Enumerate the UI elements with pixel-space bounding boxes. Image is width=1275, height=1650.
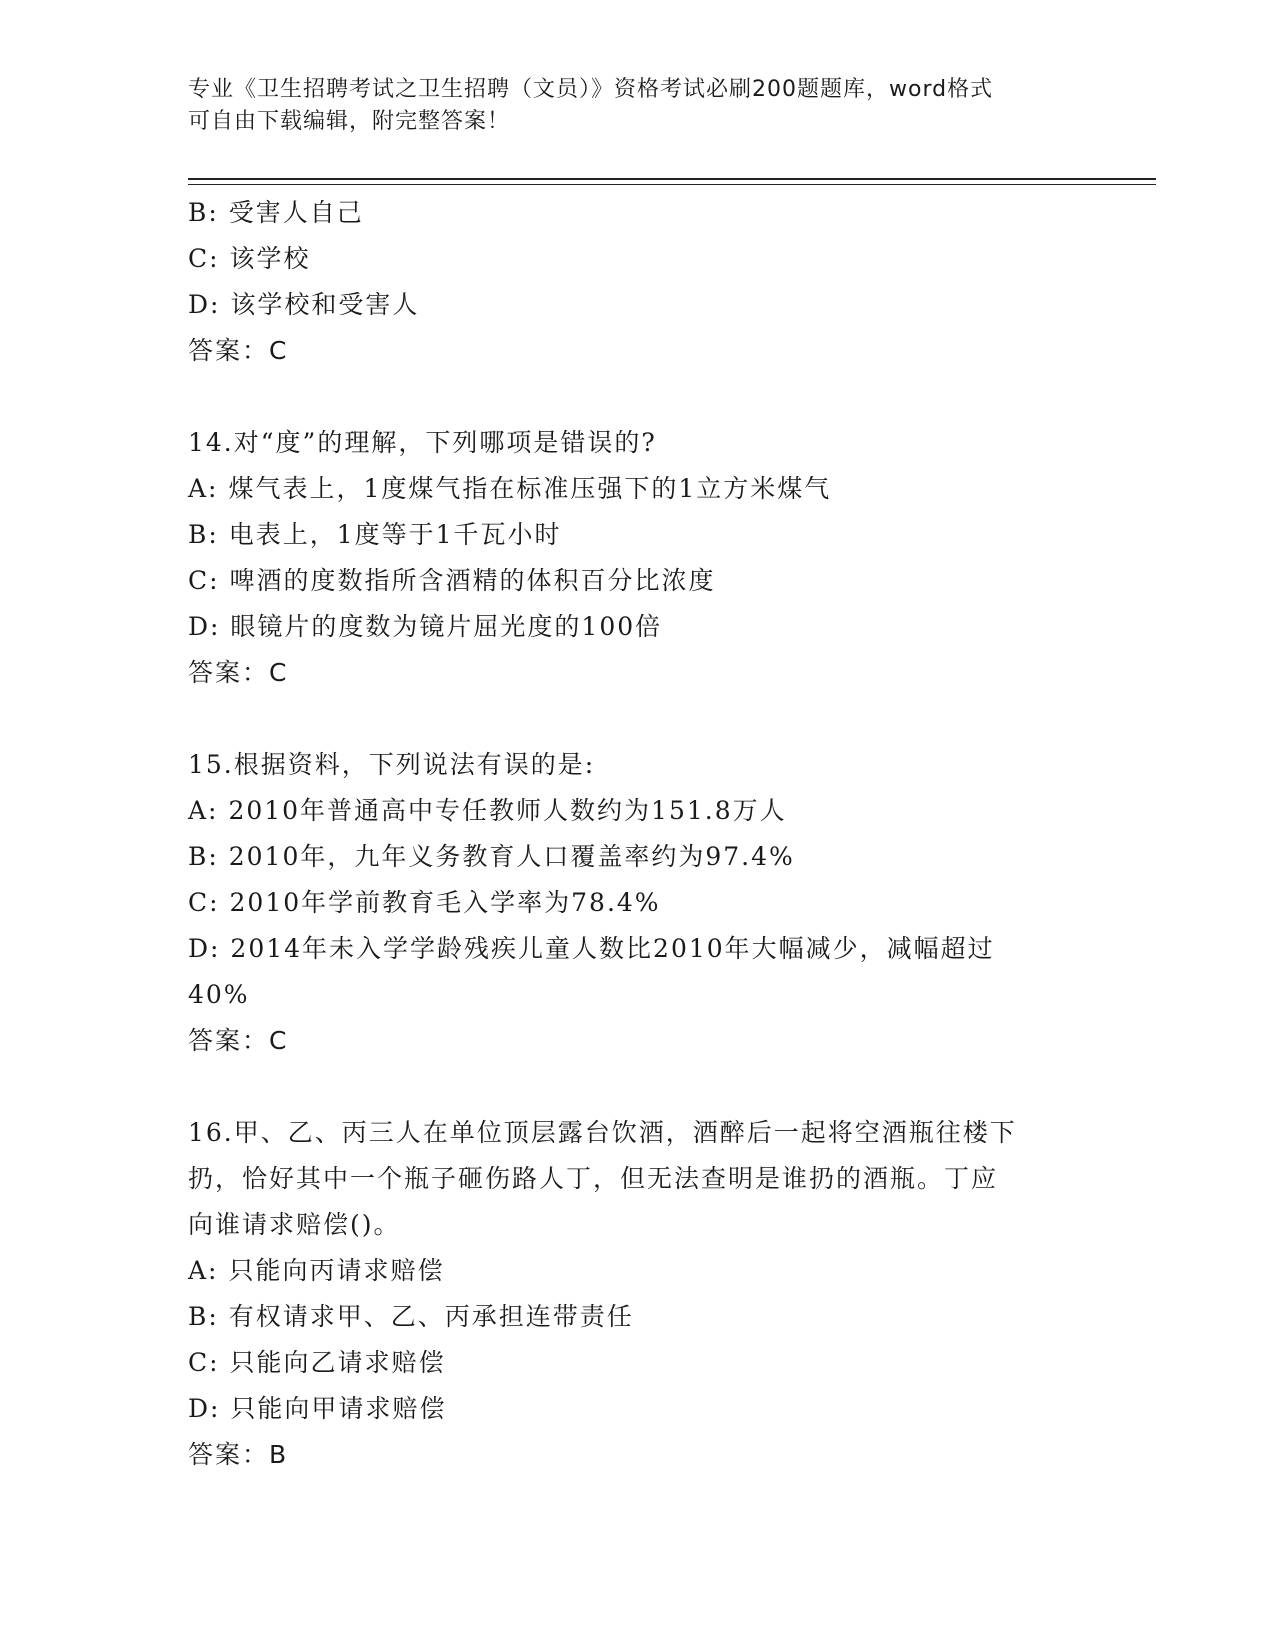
header-line-2: 可自由下载编辑，附完整答案！ (188, 109, 511, 134)
answer-line (188, 1018, 1088, 1064)
option-key: C: (188, 1348, 220, 1377)
option-key: C: (188, 888, 220, 917)
answer-label: 答案： (188, 1026, 270, 1055)
spacer (188, 1064, 1088, 1110)
option-d (188, 1386, 1088, 1432)
option-c (188, 1340, 1088, 1386)
option-text: 只能向乙请求赔偿 (229, 1348, 446, 1377)
option-a (188, 1248, 1088, 1294)
answer-value: B (269, 1440, 289, 1469)
option-key: C: (188, 244, 220, 273)
answer-label: 答案： (188, 658, 270, 687)
answer-line (188, 650, 1088, 696)
option-key: B: (188, 1302, 219, 1331)
answer-label: 答案： (188, 336, 270, 365)
option-d-continuation: 40% (188, 980, 250, 1009)
option-text: 煤气表上，1度煤气指在标准压强下的1立方米煤气 (228, 474, 832, 503)
option-key: B: (188, 520, 219, 549)
question-text: 对“度”的理解，下列哪项是错误的? (233, 428, 657, 457)
question-text-line-3: 向谁请求赔偿()。 (188, 1210, 401, 1239)
header-divider-thin (188, 184, 1156, 185)
option-key: D: (188, 290, 221, 319)
option-text: 2014年未入学学龄残疾儿童人数比2010年大幅减少，减幅超过 (230, 934, 995, 963)
option-b (188, 190, 1088, 236)
question-14 (188, 420, 1088, 696)
option-key: A: (188, 1256, 219, 1285)
option-b (188, 512, 1088, 558)
option-key: B: (188, 842, 219, 871)
option-text: 2010年学前教育毛入学率为78.4% (229, 888, 661, 917)
spacer (188, 374, 1088, 420)
document-header (188, 74, 1078, 138)
option-text: 只能向丙请求赔偿 (228, 1256, 445, 1285)
option-text: 受害人自己 (228, 198, 364, 227)
answer-line (188, 328, 1088, 374)
option-text: 该学校和受害人 (230, 290, 420, 319)
option-b (188, 1294, 1088, 1340)
question-13-continuation (188, 190, 1088, 374)
header-line-1: 专业《卫生招聘考试之卫生招聘（文员）》资格考试必刷200题题库，word格式 (188, 77, 994, 102)
answer-value: C (269, 1026, 289, 1055)
question-16 (188, 1110, 1088, 1478)
option-text: 该学校 (229, 244, 311, 273)
question-stem (188, 420, 1088, 466)
option-text: 2010年，九年义务教育人口覆盖率约为97.4% (228, 842, 795, 871)
question-text: 甲、乙、丙三人在单位顶层露台饮酒，酒醉后一起将空酒瓶往楼下 (233, 1118, 1017, 1147)
option-text: 2010年普通高中专任教师人数约为151.8万人 (228, 796, 787, 825)
option-text: 啤酒的度数指所含酒精的体积百分比浓度 (229, 566, 716, 595)
question-number: 14. (188, 428, 234, 457)
option-key: B: (188, 198, 219, 227)
option-d (188, 282, 1088, 328)
question-number: 15. (188, 750, 234, 779)
option-text: 有权请求甲、乙、丙承担连带责任 (228, 1302, 634, 1331)
question-text: 根据资料，下列说法有误的是: (233, 750, 596, 779)
option-a (188, 788, 1088, 834)
answer-value: C (269, 336, 289, 365)
option-text: 眼镜片的度数为镜片屈光度的100倍 (230, 612, 663, 641)
answer-label: 答案： (188, 1440, 270, 1469)
option-c (188, 558, 1088, 604)
option-text: 只能向甲请求赔偿 (230, 1394, 447, 1423)
option-key: D: (188, 934, 221, 963)
option-d (188, 926, 1088, 972)
option-key: D: (188, 1394, 221, 1423)
question-number: 16. (188, 1118, 234, 1147)
document-body (188, 190, 1088, 1478)
question-text-line-2: 扔，恰好其中一个瓶子砸伤路人丁，但无法查明是谁扔的酒瓶。丁应 (188, 1164, 999, 1193)
option-c (188, 236, 1088, 282)
option-text: 电表上，1度等于1千瓦小时 (228, 520, 562, 549)
answer-line (188, 1432, 1088, 1478)
option-b (188, 834, 1088, 880)
question-15 (188, 742, 1088, 1064)
option-key: A: (188, 474, 219, 503)
option-d (188, 604, 1088, 650)
question-stem (188, 1110, 1088, 1156)
answer-value: C (269, 658, 289, 687)
option-a (188, 466, 1088, 512)
question-stem (188, 742, 1088, 788)
option-key: C: (188, 566, 220, 595)
header-divider-thick (188, 178, 1156, 180)
spacer (188, 696, 1088, 742)
option-c (188, 880, 1088, 926)
option-key: D: (188, 612, 221, 641)
option-key: A: (188, 796, 219, 825)
